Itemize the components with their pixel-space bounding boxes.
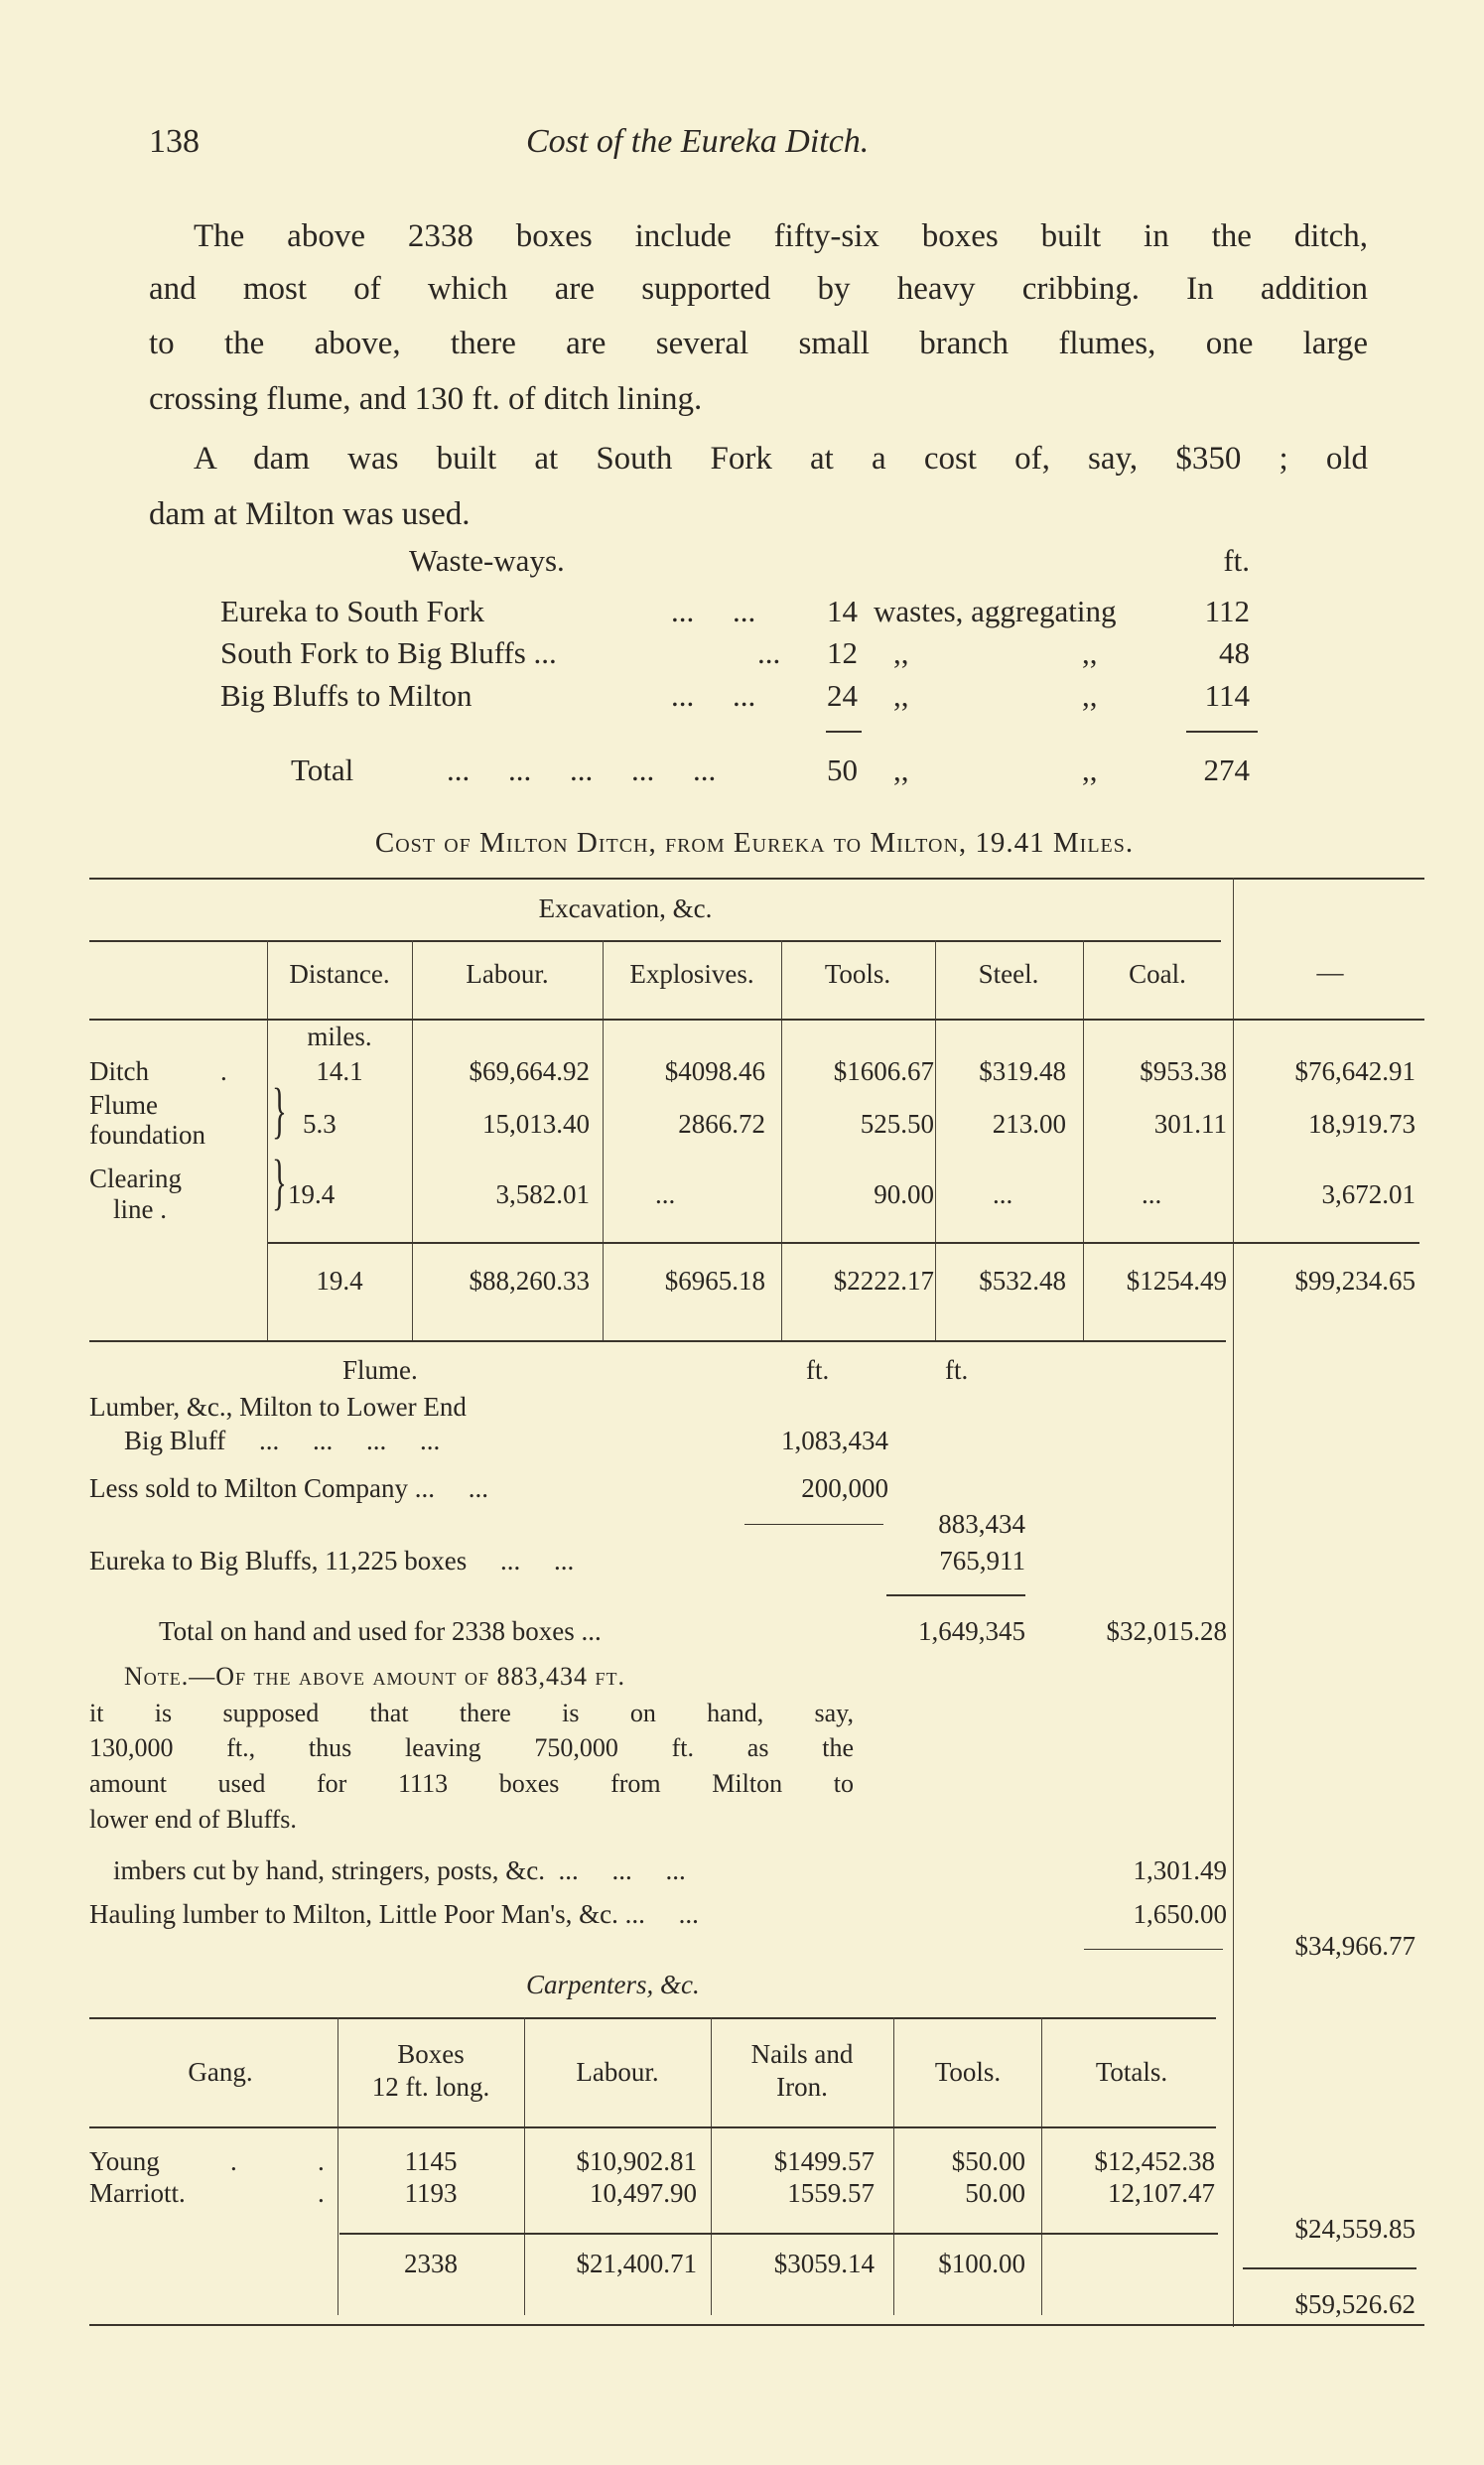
paragraph-line: dam at Milton was used. <box>149 496 471 532</box>
coal: 301.11 <box>1153 1109 1227 1139</box>
waste-count: 50 <box>827 753 858 787</box>
boxes: 1145 <box>404 2146 458 2176</box>
table-bottom-rule <box>89 2324 1424 2326</box>
less-label: Less sold to Milton Company ... ... <box>89 1473 489 1503</box>
labour: $69,664.92 <box>469 1056 590 1086</box>
col-header-distance: Distance. <box>289 959 390 989</box>
labour: 15,013.40 <box>482 1109 590 1139</box>
col-header-totals: Totals. <box>1095 2057 1168 2087</box>
col-header-nails-sub: Iron. <box>776 2072 828 2102</box>
total-column-divider <box>1233 878 1234 2327</box>
waste-desc: wastes, aggregating <box>874 594 1117 628</box>
coal: $953.38 <box>1140 1056 1227 1086</box>
note-line: 130,000 ft., thus leaving 750,000 ft. as the <box>89 1733 854 1762</box>
waste-count: 14 <box>827 594 858 628</box>
flume-total-ft: 1,649,345 <box>918 1616 1025 1646</box>
eureka-ft: 765,911 <box>939 1546 1025 1575</box>
gang: Young <box>89 2146 160 2176</box>
net-ft: 883,434 <box>938 1509 1025 1539</box>
row-total: $76,642.91 <box>1294 1056 1416 1086</box>
col-header-gang: Gang. <box>188 2057 253 2087</box>
labour: 3,582.01 <box>495 1179 590 1209</box>
column-divider <box>781 940 782 1340</box>
nails-iron: 1559.57 <box>787 2178 875 2208</box>
col-header-boxes: Boxes <box>397 2039 465 2069</box>
distance: 14.1 <box>316 1056 363 1086</box>
wasteways-unit: ft. <box>1223 543 1250 578</box>
sum-rule <box>1243 2267 1417 2269</box>
row-total: $12,452.38 <box>1094 2146 1215 2176</box>
paragraph-line: A dam was built at South Fork at a cost of, say, $350 ; old <box>194 441 1368 477</box>
boxes: 1193 <box>404 2178 458 2208</box>
explosives: $6965.18 <box>664 1266 765 1296</box>
explosives: ... <box>655 1179 676 1209</box>
note-line: it is supposed that there is on hand, say, <box>89 1699 854 1727</box>
table-top-rule <box>89 878 1424 880</box>
distance: 5.3 <box>303 1109 337 1139</box>
leader-dot: . <box>230 2146 237 2176</box>
rule <box>89 2126 1216 2128</box>
flume-lumber-label: Lumber, &c., Milton to Lower End <box>89 1392 467 1422</box>
row-label: line . <box>113 1194 167 1224</box>
tools: 525.50 <box>860 1109 934 1139</box>
distance-units: miles. <box>307 1022 372 1051</box>
hauling-label: Hauling lumber to Milton, Little Poor Man's, &c. ... ... <box>89 1899 699 1929</box>
timbers-cost: 1,301.49 <box>1133 1855 1227 1885</box>
waste-ft: 114 <box>1204 678 1250 713</box>
waste-ft: 274 <box>1203 753 1250 787</box>
waste-count: 12 <box>827 635 858 670</box>
row-total: 18,919.73 <box>1308 1109 1416 1139</box>
col-header-labour: Labour. <box>466 959 549 989</box>
tools: $100.00 <box>938 2249 1025 2278</box>
tools: $1606.67 <box>833 1056 934 1086</box>
row-label-dot: . <box>220 1056 227 1086</box>
sum-rule <box>826 731 862 733</box>
explosives: 2866.72 <box>678 1109 765 1139</box>
row-label: Flume <box>89 1090 159 1120</box>
carpenters-section-total: $24,559.85 <box>1294 2214 1416 2244</box>
leader-dots: ... ... <box>671 678 756 713</box>
rule <box>89 940 1221 942</box>
total-col-header: — <box>1316 957 1344 987</box>
ditto-mark: ,, <box>1082 753 1098 787</box>
row-label: foundation <box>89 1120 205 1150</box>
col-header-tools: Tools. <box>824 959 891 989</box>
labour: 10,497.90 <box>590 2178 697 2208</box>
waste-ft: 48 <box>1219 635 1250 670</box>
sum-rule <box>744 1524 883 1525</box>
page-number: 138 <box>149 123 200 160</box>
tools: $2222.17 <box>833 1266 934 1296</box>
sum-rule <box>1186 731 1258 733</box>
flume-total-label: Total on hand and used for 2338 boxes ... <box>159 1616 602 1646</box>
excavation-title: Excavation, &c. <box>538 893 713 923</box>
tools: 90.00 <box>874 1179 934 1209</box>
grand-total: $59,526.62 <box>1294 2289 1416 2319</box>
ditto-mark: ,, <box>1082 635 1098 670</box>
rule <box>89 1340 1226 1342</box>
sum-rule <box>1084 1949 1223 1950</box>
col-header-steel: Steel. <box>978 959 1039 989</box>
note-line: lower end of Bluffs. <box>89 1805 297 1834</box>
labour: $88,260.33 <box>469 1266 590 1296</box>
column-divider <box>935 940 936 1340</box>
note-line: Note.—Of the above amount of 883,434 ft. <box>124 1662 626 1691</box>
distance: 19.4 <box>288 1179 336 1209</box>
coal: ... <box>1142 1179 1162 1209</box>
steel: 213.00 <box>992 1109 1066 1139</box>
boxes: 2338 <box>404 2249 458 2278</box>
route: Eureka to South Fork <box>220 594 485 628</box>
col-header-labour: Labour. <box>576 2057 659 2087</box>
col-header-boxes-sub: 12 ft. long. <box>371 2072 490 2102</box>
waste-count: 24 <box>827 678 858 713</box>
unit-label: ft. <box>945 1355 969 1385</box>
col-header-explosives: Explosives. <box>629 959 754 989</box>
coal: $1254.49 <box>1126 1266 1227 1296</box>
carpenters-title: Carpenters, &c. <box>526 1970 700 1999</box>
column-divider <box>1083 940 1084 1340</box>
row-total: 3,672.01 <box>1321 1179 1416 1209</box>
note-line: amount used for 1113 boxes from Milton to <box>89 1769 854 1798</box>
tools: $50.00 <box>951 2146 1025 2176</box>
flume-section-total: $34,966.77 <box>1294 1931 1416 1961</box>
tools: 50.00 <box>965 2178 1025 2208</box>
ditto-mark: ,, <box>893 635 909 670</box>
less-ft: 200,000 <box>801 1473 888 1503</box>
leader-dot: . <box>318 2146 325 2176</box>
row-label: Clearing <box>89 1164 182 1193</box>
brace-icon: } <box>272 1149 287 1216</box>
route: Big Bluffs to Milton <box>220 678 472 713</box>
table-heading: Cost of Milton Ditch, from Eureka to Milton, 19.41 Miles. <box>374 827 1135 859</box>
row-label: Ditch <box>89 1056 149 1086</box>
gang: Marriott. <box>89 2178 186 2208</box>
nails-iron: $1499.57 <box>773 2146 875 2176</box>
flume-lumber-label: Big Bluff ... ... ... ... <box>124 1426 441 1455</box>
column-divider <box>603 940 604 1340</box>
col-header-coal: Coal. <box>1129 959 1186 989</box>
eureka-label: Eureka to Big Bluffs, 11,225 boxes ... ... <box>89 1546 575 1575</box>
sum-rule <box>886 1594 1025 1596</box>
running-title: Cost of the Eureka Ditch. <box>526 123 870 160</box>
ditto-mark: ,, <box>1082 678 1098 713</box>
leader-dots: ... <box>757 635 781 670</box>
sum-rule <box>268 1242 1419 1244</box>
paragraph-line: to the above, there are several small branch flumes, one large <box>149 326 1368 361</box>
route: South Fork to Big Bluffs ... <box>220 635 557 670</box>
steel: $532.48 <box>979 1266 1066 1296</box>
leader-dots: ... ... <box>671 594 756 628</box>
row-total: 12,107.47 <box>1108 2178 1215 2208</box>
unit-label: ft. <box>806 1355 830 1385</box>
total-label: Total <box>291 753 354 787</box>
ditto-mark: ,, <box>893 753 909 787</box>
timbers-label: imbers cut by hand, stringers, posts, &c. ... ... ... <box>113 1855 686 1885</box>
sum-rule <box>339 2233 1218 2235</box>
waste-ft: 112 <box>1204 594 1250 628</box>
nails-iron: $3059.14 <box>773 2249 875 2278</box>
rule <box>89 1019 1424 1021</box>
wasteways-title: Waste-ways. <box>409 543 565 578</box>
hauling-cost: 1,650.00 <box>1133 1899 1227 1929</box>
steel: $319.48 <box>979 1056 1066 1086</box>
paragraph-line: crossing flume, and 130 ft. of ditch lining. <box>149 381 703 417</box>
flume-title: Flume. <box>342 1355 418 1385</box>
explosives: $4098.46 <box>664 1056 765 1086</box>
rule <box>89 2017 1216 2019</box>
labour: $10,902.81 <box>576 2146 697 2176</box>
ditto-mark: ,, <box>893 678 909 713</box>
brace-icon: } <box>272 1077 287 1145</box>
col-header-nails: Nails and <box>750 2039 854 2069</box>
col-header-tools: Tools. <box>934 2057 1002 2087</box>
flume-total-cost: $32,015.28 <box>1106 1616 1227 1646</box>
paragraph-line: The above 2338 boxes include fifty-six boxes built in the ditch, <box>194 218 1368 254</box>
paragraph-line: and most of which are supported by heavy cribbing. In addition <box>149 271 1368 307</box>
leader-dot: . <box>318 2178 325 2208</box>
leader-dots: ... ... ... ... ... <box>447 753 717 787</box>
lumber-ft: 1,083,434 <box>781 1426 888 1455</box>
row-total: $99,234.65 <box>1294 1266 1416 1296</box>
distance: 19.4 <box>316 1266 363 1296</box>
steel: ... <box>993 1179 1013 1209</box>
labour: $21,400.71 <box>576 2249 697 2278</box>
